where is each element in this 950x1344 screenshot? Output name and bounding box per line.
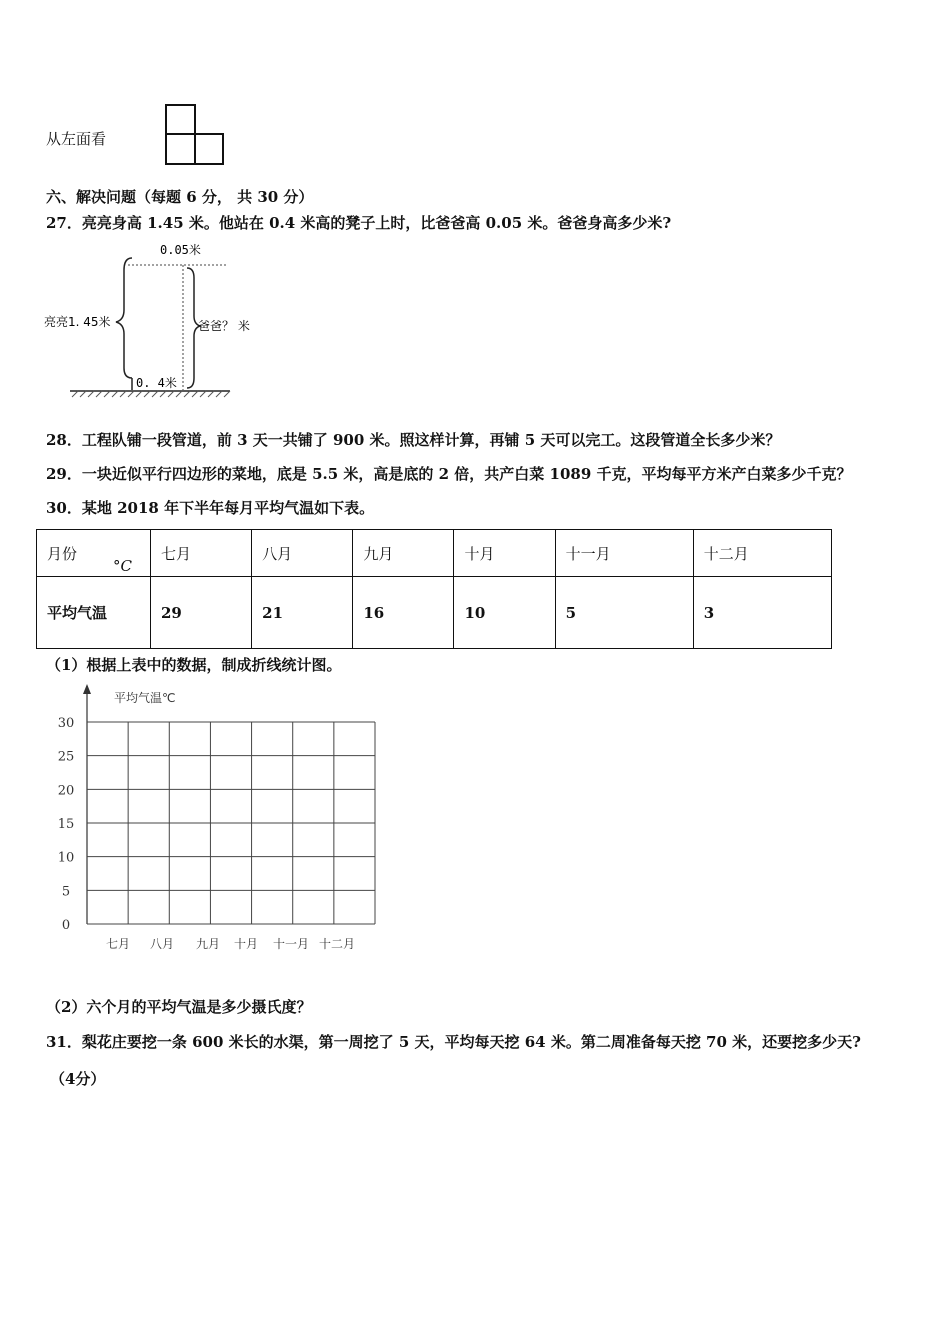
y-axis-label: 平均气温℃	[114, 691, 176, 705]
y-tick-label: 15	[57, 817, 75, 832]
x-tick-label: 七月	[105, 937, 131, 951]
y-axis-arrow	[83, 684, 91, 694]
question-27: 27．亮亮身高 1.45 米。他站在 0.4 米高的凳子上时，比爸爸高 0.05 米。爸爸身高多少米?	[46, 214, 672, 232]
table-month-cell: 八月	[252, 530, 353, 577]
table-month-cell: 七月	[151, 530, 252, 577]
x-tick-label: 十一月	[272, 937, 310, 951]
height-diagram	[40, 240, 250, 400]
table-temp-cell: 29	[151, 577, 252, 649]
y-tick-label: 5	[61, 884, 71, 900]
table-month-cell: 十二月	[693, 530, 831, 577]
diagram-left-label: 亮亮1. 45米	[44, 315, 111, 329]
x-tick-label: 十月	[233, 937, 259, 951]
table-temp-cell: 21	[252, 577, 353, 649]
question-28: 28．工程队铺一段管道，前 3 天一共铺了 900 米。照这样计算，再铺 5 天可以完工。这段管道全长多少米？	[46, 431, 781, 449]
view-label: 从左面看	[46, 130, 107, 148]
table-row-label: 平均气温	[47, 604, 108, 622]
y-tick-label: 10	[57, 850, 75, 866]
question-30: 30．某地 2018 年下半年每月平均气温如下表。	[46, 499, 375, 517]
table-header-row	[37, 530, 832, 577]
table-row-label-cell	[37, 557, 151, 649]
y-tick-label: 0	[61, 918, 71, 933]
question-29: 29．一块近似平行四边形的菜地，底是 5.5 米，高是底的 2 倍，共产白菜 1089 千克，平均每平方米产白菜多少千克？	[46, 465, 852, 483]
x-tick-label: 八月	[149, 937, 175, 951]
table-temp-cell: 10	[454, 577, 555, 649]
table-month-cell: 九月	[353, 530, 454, 577]
question-31: 31．梨花庄要挖一条 600 米长的水渠，第一周挖了 5 天，平均每天挖 64 米。第二周准备每天挖 70 米，还要挖多少天?	[46, 1033, 861, 1051]
temperature-table	[36, 529, 832, 649]
question-30-part2: （2）六个月的平均气温是多少摄氏度？	[46, 998, 312, 1016]
x-tick-label: 十二月	[318, 937, 356, 951]
y-tick-label: 30	[57, 716, 75, 731]
y-tick-label: 20	[57, 783, 75, 799]
table-month-cell: 十月	[454, 530, 555, 577]
diagram-bottom-label: 0. 4米	[136, 376, 177, 390]
blank-line-chart	[40, 680, 380, 970]
table-month-cell: 十一月	[555, 530, 693, 577]
question-30-part1: （1）根据上表中的数据，制成折线统计图。	[46, 656, 342, 674]
table-temp-cell: 16	[353, 577, 454, 649]
section-heading: 六、解决问题（每题 6 分， 共 30 分）	[46, 188, 314, 206]
diagram-right-label: 爸爸？ 米	[198, 319, 250, 333]
table-row-unit: °C	[113, 557, 132, 575]
question-31-score: （4分）	[50, 1070, 106, 1088]
table-temp-cell: 3	[693, 577, 831, 649]
diagram-top-label: 0.05米	[160, 243, 201, 257]
table-data-row	[37, 577, 832, 649]
table-temp-cell: 5	[555, 577, 693, 649]
table-header-label: 月份	[37, 530, 151, 577]
y-tick-label: 25	[57, 749, 75, 765]
left-view-figure	[160, 100, 230, 170]
x-tick-label: 九月	[195, 937, 221, 951]
